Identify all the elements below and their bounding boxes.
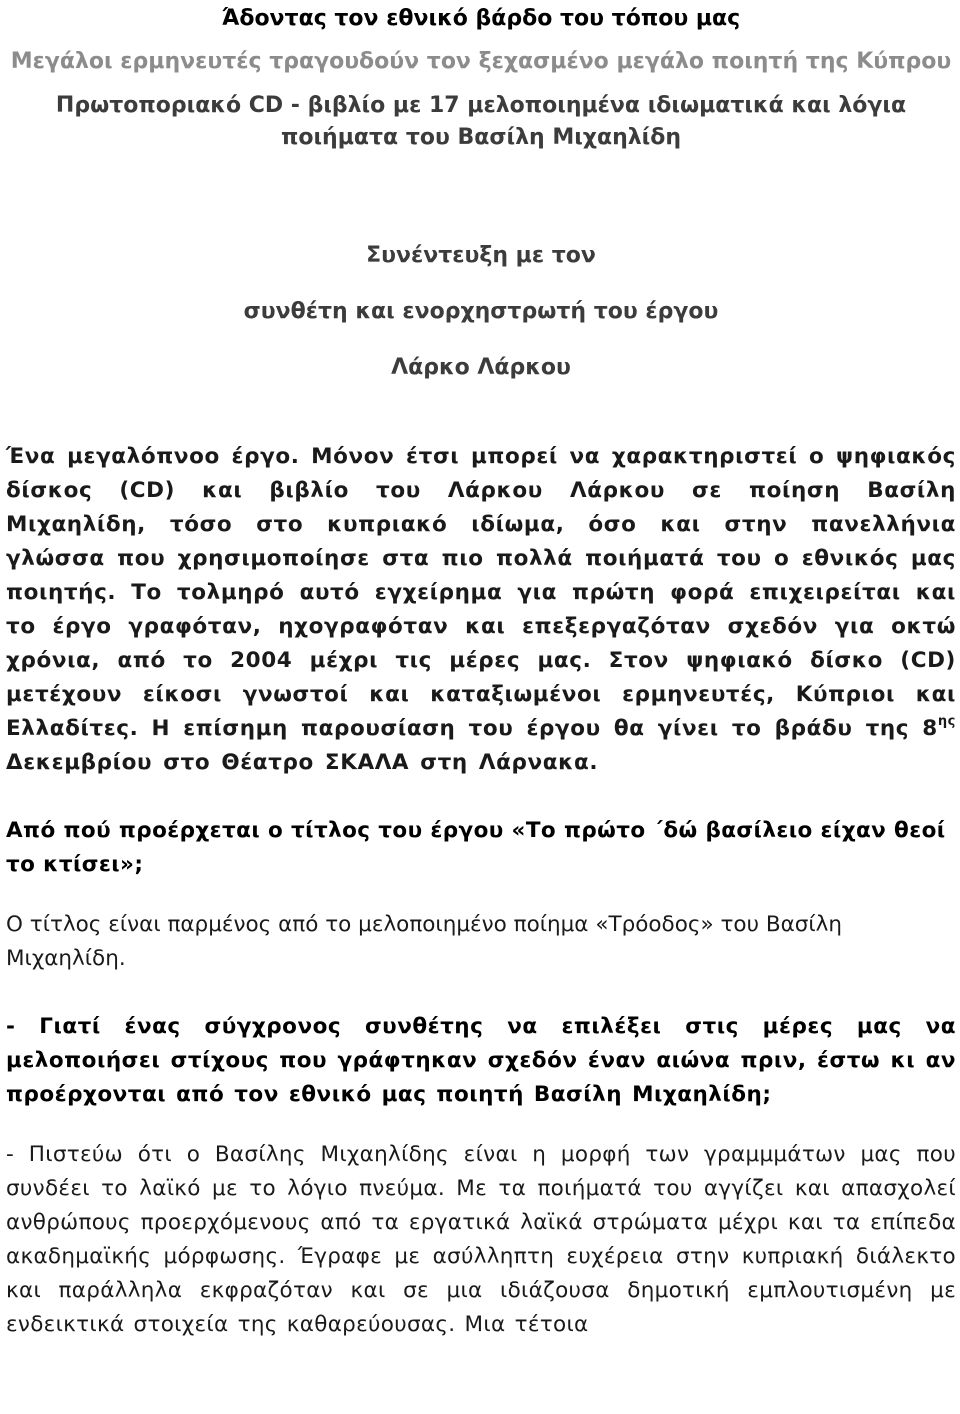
lead-text-end: Δεκεμβρίου στο Θέατρο ΣΚΑΛΑ στη Λάρνακα. — [6, 750, 599, 775]
answer-title-origin: Ο τίτλος είναι παρμένος από το μελοποιημένο ποίημα «Τρόοδος» του Βασίλη Μιχαηλίδη. — [6, 912, 843, 971]
article-subtitle: Μεγάλοι ερμηνευτές τραγουδούν τον ξεχασμένο μεγάλο ποιητή της Κύπρου — [10, 49, 952, 74]
document-page — [6, 0, 956, 1342]
lead-text: Ένα μεγαλόπνοο έργο. Μόνον έτσι μπορεί να χαρακτηριστεί ο ψηφιακός δίσκος (CD) και βιβλίο του Λάρκου Λάρκου σε ποίηση Βασίλη Μιχαηλίδη, τόσο στο κυπριακό ιδίωμα, όσο και στην πανελλήνια γλώσσα που χρησιμοποίησε στα πιο πολλά ποιήματά του ο εθνικός μας ποιητής. Το τολμηρό αυτό εγχείρημα για πρώτη φορά επιχειρείται και το έργο γραφόταν, ηχογραφόταν και επεξεργαζόταν σχεδόν για οκτώ χρόνια, από το 2004 μέχρι τις μέρες μας. Στον ψηφιακό δίσκο (CD) μετέχουν είκοσι γνωστοί και καταξιωμένοι ερμηνευτές, Κύπριοι και Ελλαδίτες. Η επίσημη παρουσίαση του έργου θα γίνει το βράδυ της 8 — [6, 444, 956, 741]
lead-paragraph — [6, 440, 956, 780]
answer-why-compose: - Πιστεύω ότι ο Βασίλης Μιχαηλίδης είναι η μορφή των γραμμμάτων μας που συνδέει το λαϊκό με το λόγιο πνεύμα. Με τα ποιήματά του αγγίζει και απασχολεί ανθρώπους προερχόμενους από τα εργατικά λαϊκά στρώματα μέχρι και τα επίπεδα ακαδημαϊκής μόρφωσης. Έγραφε με ασύλληπτη ευχέρεια στην κυπριακή διάλεκτο και παράλληλα εκφραζόταν και σε μια ιδιάζουσα δημοτική εμπλουτισμένη με ενδεικτικά στοιχεία της καθαρεύουσας. Μια τέτοια — [6, 1142, 956, 1337]
interview-line-2: συνθέτη και ενορχηστρωτή του έργου — [243, 299, 719, 324]
article-title: Άδοντας τον εθνικό βάρδο του τόπου μας — [221, 6, 741, 31]
interview-line-1: Συνέντευξη με τον — [366, 243, 596, 268]
interview-composer-name: Λάρκο Λάρκου — [391, 355, 571, 380]
question-why-compose: - Γιατί ένας σύγχρονος συνθέτης να επιλέξει στις μέρες μας να μελοποιήσει στίχους που γράφτηκαν σχεδόν έναν αιώνα πριν, έστω κι αν προέρχονται από τον εθνικό μας ποιητή Βασίλη Μιχαηλίδη; — [6, 1014, 956, 1107]
lead-superscript: ης — [937, 713, 956, 729]
question-title-origin: Από πού προέρχεται ο τίτλος του έργου «Το πρώτο ΄δώ βασίλειο είχαν θεοί το κτίσει»; — [6, 818, 946, 877]
article-headline: Πρωτοποριακό CD - βιβλίο με 17 μελοποιημένα ιδιωματικά και λόγια ποιήματα του Βασίλη Μιχαηλίδη — [55, 93, 907, 150]
interview-heading — [6, 228, 956, 396]
